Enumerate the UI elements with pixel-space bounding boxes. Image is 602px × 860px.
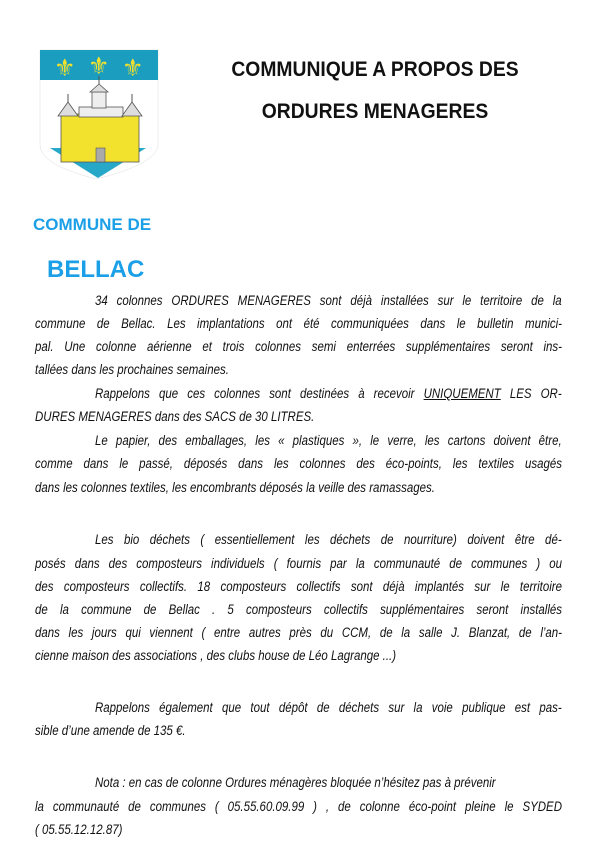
- paragraph-5-line: sible d’une amende de 135 €.: [35, 723, 186, 738]
- paragraph-4-line: dans les jours qui viennent ( entre autres près du CCM, de la salle J. Blanzat, de l’an-: [35, 625, 562, 640]
- page-title-line-2: ORDURES MENAGERES: [261, 100, 489, 123]
- paragraph-4-line: posés dans des composteurs individuels ( fournis par la communauté de communes ) ou: [35, 556, 562, 571]
- svg-text:⚜: ⚜: [122, 54, 144, 82]
- paragraph-2-line: DURES MENAGERES dans des SACS de 30 LITRES.: [35, 409, 315, 424]
- text: LES OR-: [500, 386, 562, 401]
- commune-label: COMMUNE DE: [33, 215, 152, 234]
- paragraph-5-line: Rappelons également que tout dépôt de déchets sur la voie publique est pas-: [95, 700, 562, 715]
- paragraph-1-line: 34 colonnes ORDURES MENAGERES sont déjà installées sur le territoire de la: [95, 293, 562, 308]
- commune-name: BELLAC: [47, 256, 145, 283]
- paragraph-3-line: dans les colonnes textiles, les encombrants déposés la veille des ramassages.: [35, 480, 435, 495]
- paragraph-4-line: des composteurs collectifs. 18 composteurs collectifs sont déjà implantés sur le territoire: [35, 579, 562, 594]
- text: Rappelons que ces colonnes sont destinées à recevoir: [95, 386, 424, 401]
- paragraph-1-line: tallées dans les prochaines semaines.: [35, 362, 229, 377]
- paragraph-6-line: Nota : en cas de colonne Ordures ménagères bloquée n’hésitez pas à prévenir: [95, 775, 496, 790]
- paragraph-4-line: de la commune de Bellac . 5 composteurs collectifs supplémentaires seront installés: [35, 602, 562, 617]
- paragraph-1-line: pal. Une colonne aérienne et trois colonnes semi enterrées supplémentaires seront ins-: [35, 339, 562, 354]
- paragraph-6-line: ( 05.55.12.12.87): [35, 822, 123, 837]
- svg-text:⚜: ⚜: [88, 52, 110, 80]
- paragraph-4-line: Les bio déchets ( essentiellement les déchets de nourriture) doivent être dé-: [95, 532, 562, 547]
- page-title-line-1: COMMUNIQUE A PROPOS DES: [231, 58, 519, 81]
- paragraph-2-line: [95, 386, 562, 401]
- paragraph-6-line: la communauté de communes ( 05.55.60.09.99 ) , de colonne éco-point pleine le SYDED: [35, 799, 562, 814]
- paragraph-3-line: Le papier, des emballages, les « plastiques », le verre, les cartons doivent être,: [95, 433, 562, 448]
- paragraph-1-line: commune de Bellac. Les implantations ont été communiquées dans le bulletin munici-: [35, 316, 562, 331]
- svg-text:⚜: ⚜: [54, 54, 76, 82]
- paragraph-3-line: comme dans le passé, déposés dans les colonnes des éco-points, les textiles usagés: [35, 456, 562, 471]
- paragraph-4-line: cienne maison des associations , des clubs house de Léo Lagrange ...): [35, 648, 397, 663]
- coat-of-arms-icon: [36, 44, 160, 179]
- emphasis-uniquement: UNIQUEMENT: [423, 386, 501, 401]
